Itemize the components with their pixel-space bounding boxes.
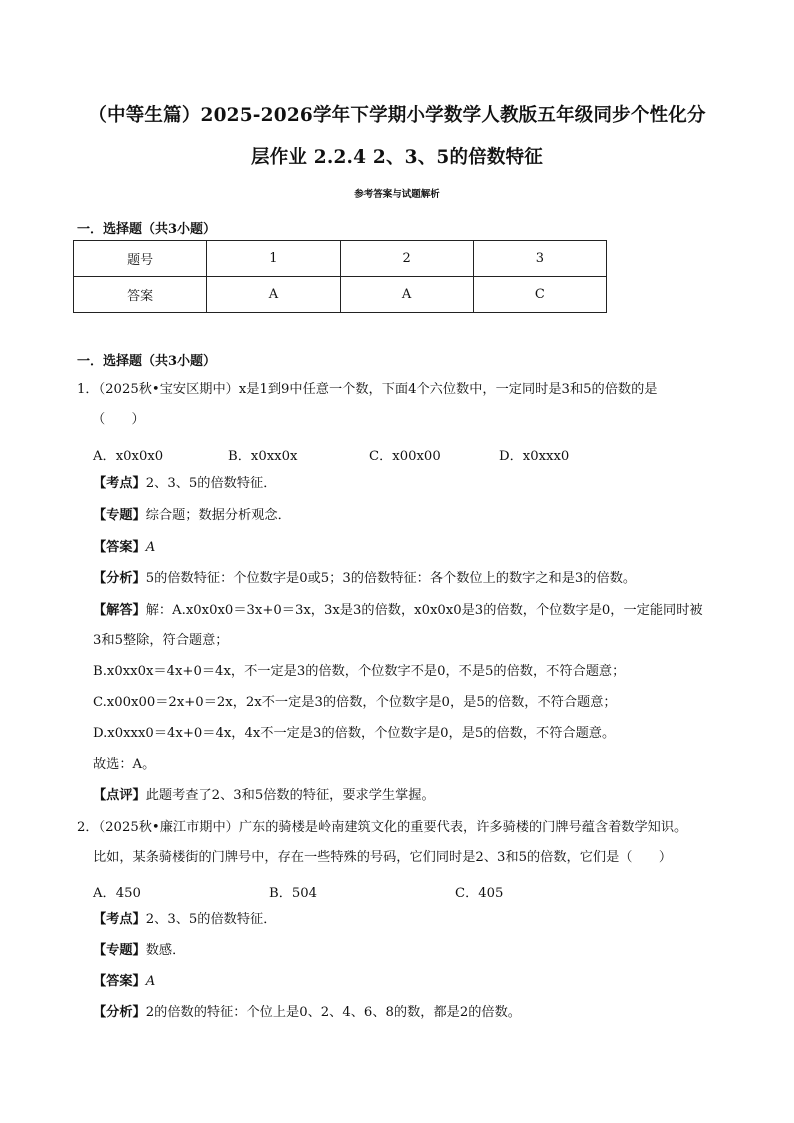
q2-fenxi xyxy=(93,1006,521,1019)
answer-table-answer-row xyxy=(74,277,607,313)
q1-daan xyxy=(93,541,155,554)
q2-option-a: A．450 xyxy=(93,886,141,901)
q1-option-d: D．x0xxx0 xyxy=(499,449,570,464)
kaodian-tag: 【考点】 xyxy=(93,912,146,927)
zhuanti-text: 综合题；数据分析观念． xyxy=(145,508,291,523)
kaodian-text: 2、3、5的倍数特征． xyxy=(145,476,277,491)
fenxi-tag: 【分析】 xyxy=(93,571,146,586)
q2-stem-line1: 2．（2025秋•廉江市期中）广东的骑楼是岭南建筑文化的重要代表，许多骑楼的门牌号蕴含着数学知识。 xyxy=(77,820,688,835)
q2-option-c: C．405 xyxy=(455,886,504,901)
document-title-line1: （中等生篇）2025-2026学年下学期小学数学人教版五年级同步个性化分 xyxy=(88,105,706,126)
table-cell: 1 xyxy=(207,241,340,277)
q1-stem-line2: （ ） xyxy=(92,412,145,427)
q2-zhuanti xyxy=(93,944,185,957)
table-cell: C xyxy=(473,277,606,313)
zhuanti-tag: 【专题】 xyxy=(93,508,146,523)
q1-zhuanti xyxy=(93,509,291,522)
q1-kaodian xyxy=(93,477,276,490)
daan-tag: 【答案】 xyxy=(93,974,146,989)
table-cell: A xyxy=(340,277,473,313)
q1-jieda-line1 xyxy=(93,604,703,617)
jieda-tag: 【解答】 xyxy=(93,603,146,618)
fenxi-text: 5的倍数特征：个位数字是0或5；3的倍数特征：各个数位上的数字之和是3的倍数。 xyxy=(145,571,637,586)
q1-jieda-line5: D.x0xxx0＝4x+0＝4x，4x不一定是3的倍数，个位数字是0，是5的倍数，不符合题意。 xyxy=(93,726,616,741)
q1-jieda-line3: B.x0xx0x＝4x+0＝4x，不一定是3的倍数，个位数字不是0，不是5的倍数，不符合题意； xyxy=(93,664,626,679)
document-title-line2: 层作业 2.2.4 2、3、5的倍数特征 xyxy=(251,147,543,168)
kaodian-tag: 【考点】 xyxy=(93,476,146,491)
daan-text: A xyxy=(145,974,156,989)
document-subtitle: 参考答案与试题解析 xyxy=(354,189,440,200)
q1-dianping xyxy=(93,789,435,802)
q2-option-b: B．504 xyxy=(269,886,318,901)
fenxi-tag: 【分析】 xyxy=(93,1005,146,1020)
table-cell: 2 xyxy=(340,241,473,277)
daan-text: A xyxy=(145,540,156,555)
q1-jieda-line2: 3和5整除，符合题意； xyxy=(93,633,229,648)
section-heading-1: 一．选择题（共3小题） xyxy=(77,222,217,237)
answer-table xyxy=(73,240,607,313)
q1-option-a: A．x0x0x0 xyxy=(93,449,164,464)
zhuanti-tag: 【专题】 xyxy=(93,943,146,958)
zhuanti-text: 数感． xyxy=(145,943,186,958)
dianping-text: 此题考查了2、3和5倍数的特征，要求学生掌握。 xyxy=(145,788,435,803)
jieda-text: 解：A.x0x0x0＝3x+0＝3x，3x是3的倍数，x0x0x0是3的倍数，个位数字是0，一定能同时被 xyxy=(145,603,703,618)
table-cell: A xyxy=(207,277,340,313)
table-cell: 3 xyxy=(473,241,606,277)
q1-jieda-line4: C.x00x00＝2x+0＝2x，2x不一定是3的倍数，个位数字是0，是5的倍数，不符合题意； xyxy=(93,695,617,710)
table-cell: 答案 xyxy=(74,277,207,313)
q1-option-c: C．x00x00 xyxy=(369,449,441,464)
kaodian-text: 2、3、5的倍数特征． xyxy=(145,912,277,927)
answer-table-header-row xyxy=(74,241,607,277)
daan-tag: 【答案】 xyxy=(93,540,146,555)
q2-kaodian xyxy=(93,913,276,926)
q2-stem-line2: 比如，某条骑楼街的门牌号中，存在一些特殊的号码，它们同时是2、3和5的倍数，它们是（ ） xyxy=(93,850,673,865)
q2-daan xyxy=(93,975,155,988)
q1-stem-line1: 1．（2025秋•宝安区期中）x是1到9中任意一个数，下面4个六位数中，一定同时是3和5的倍数的是 xyxy=(77,382,658,397)
q1-jieda-line6: 故选：A。 xyxy=(93,757,156,772)
table-cell: 题号 xyxy=(74,241,207,277)
fenxi-text: 2的倍数的特征：个位上是0、2、4、6、8的数，都是2的倍数。 xyxy=(145,1005,521,1020)
section-heading-2: 一．选择题（共3小题） xyxy=(77,354,217,369)
dianping-tag: 【点评】 xyxy=(93,788,146,803)
q1-fenxi xyxy=(93,572,636,585)
q1-option-b: B．x0xx0x xyxy=(228,449,298,464)
